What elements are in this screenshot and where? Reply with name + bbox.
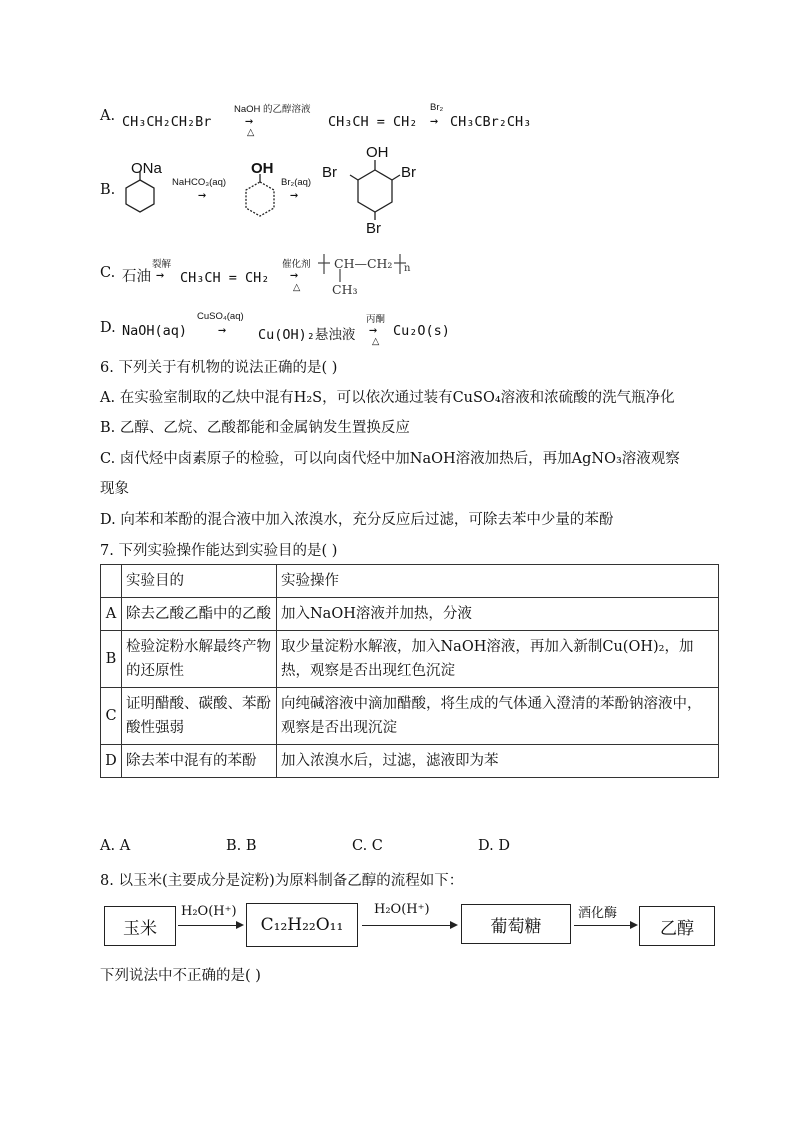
row-purpose: 证明醋酸、碳酸、苯酚酸性强弱 bbox=[122, 688, 277, 745]
flow-arrow-label-2: H₂O(H⁺) bbox=[374, 902, 430, 917]
table-row bbox=[101, 688, 719, 745]
row-label: A bbox=[101, 598, 122, 631]
option-b-product-br-bottom: Br bbox=[366, 220, 381, 237]
option-d-label: D. bbox=[100, 320, 116, 336]
arrow-icon: → bbox=[369, 322, 378, 338]
row-operation: 向纯碱溶液中滴加醋酸，将生成的气体通入澄清的苯酚钠溶液中，观察是否出现沉淀 bbox=[277, 688, 719, 745]
option-c-polymer-n: n bbox=[404, 263, 411, 274]
option-b-condition2: Br₂(aq) bbox=[281, 177, 312, 188]
arrowhead-icon bbox=[450, 921, 458, 929]
table-header-cell bbox=[101, 565, 122, 598]
option-b-product-oh: OH bbox=[366, 144, 389, 161]
table-header-operation: 实验操作 bbox=[277, 565, 719, 598]
row-operation: 加入NaOH溶液并加热，分液 bbox=[277, 598, 719, 631]
option-a-heat: △ bbox=[247, 127, 255, 138]
option-b-label: B. bbox=[100, 182, 116, 198]
q6-stem: 6. 下列关于有机物的说法正确的是( ) bbox=[100, 360, 338, 376]
option-b-product-br-left: Br bbox=[322, 164, 337, 181]
q6-option-a: A. 在实验室制取的乙炔中混有H₂S，可以依次通过装有CuSO₄溶液和浓硫酸的洗气瓶净化 bbox=[100, 390, 675, 406]
flow-arrow-label-1: H₂O(H⁺) bbox=[181, 904, 237, 919]
option-d-intermediate: Cu(OH)₂悬浊液 bbox=[258, 327, 356, 343]
row-purpose: 除去苯中混有的苯酚 bbox=[122, 745, 277, 778]
flow-box-ethanol: 乙醇 bbox=[639, 906, 715, 946]
row-purpose: 除去乙酸乙酯中的乙酸 bbox=[122, 598, 277, 631]
table-header-row bbox=[101, 565, 719, 598]
option-d-reactant: NaOH(aq) bbox=[122, 323, 188, 339]
q6-option-b: B. 乙醇、乙烷、乙酸都能和金属钠发生置换反应 bbox=[100, 420, 410, 436]
q8-stem: 8. 以玉米(主要成分是淀粉)为原料制备乙醇的流程如下： bbox=[100, 873, 464, 889]
flow-box-glucose: 葡萄糖 bbox=[461, 904, 571, 944]
arrow-icon: → bbox=[245, 113, 254, 129]
option-c-polymer-chain: CH—CH₂ bbox=[334, 256, 393, 271]
option-a-label: A. bbox=[100, 108, 116, 124]
option-d-condition1: CuSO₄(aq) bbox=[197, 311, 244, 322]
arrowhead-icon bbox=[630, 921, 638, 929]
row-label: D bbox=[101, 745, 122, 778]
option-c-condition2: 催化剂 bbox=[282, 259, 311, 270]
option-a-condition2: Br₂ bbox=[430, 102, 444, 113]
q7-choice-b: B. B bbox=[226, 838, 257, 854]
flow-box-corn: 玉米 bbox=[104, 906, 176, 946]
row-label: C bbox=[101, 688, 122, 745]
arrowhead-icon bbox=[236, 921, 244, 929]
option-a-product: CH₃CBr₂CH₃ bbox=[450, 114, 532, 130]
option-b-start-substituent: ONa bbox=[131, 160, 162, 177]
table-header-purpose: 实验目的 bbox=[122, 565, 277, 598]
option-a-reactant: CH₃CH₂CH₂Br bbox=[122, 114, 212, 130]
arrow-icon: → bbox=[156, 267, 165, 283]
q7-choice-d: D. D bbox=[478, 838, 510, 854]
arrow-icon: → bbox=[198, 187, 207, 203]
row-operation: 加入浓溴水后，过滤，滤液即为苯 bbox=[277, 745, 719, 778]
q6-option-c: C. 卤代烃中卤素原子的检验，可以向卤代烃中加NaOH溶液加热后，再加AgNO₃溶液观察 bbox=[100, 451, 680, 467]
table-row bbox=[101, 598, 719, 631]
q6-option-d: D. 向苯和苯酚的混合液中加入浓溴水，充分反应后过滤，可除去苯中少量的苯酚 bbox=[100, 512, 614, 528]
option-b-condition1: NaHCO₃(aq) bbox=[172, 177, 227, 188]
row-label: B bbox=[101, 631, 122, 688]
option-a-condition1: NaOH 的乙醇溶液 bbox=[234, 104, 311, 115]
table-row bbox=[101, 631, 719, 688]
option-c-intermediate: CH₃CH = CH₂ bbox=[180, 270, 270, 286]
arrow-icon bbox=[178, 925, 236, 926]
q6-option-c-continued: 现象 bbox=[100, 481, 129, 497]
option-c-label: C. bbox=[100, 265, 116, 281]
q7-choice-a: A. A bbox=[100, 838, 131, 854]
flow-box-disaccharide: C₁₂H₂₂O₁₁ bbox=[246, 903, 358, 947]
option-c-polymer-methyl: CH₃ bbox=[332, 282, 358, 297]
option-d-heat: △ bbox=[372, 336, 380, 347]
q7-choice-c: C. C bbox=[352, 838, 383, 854]
option-c-condition1: 裂解 bbox=[152, 259, 172, 270]
arrow-icon: → bbox=[290, 267, 299, 283]
row-operation: 取少量淀粉水解液，加入NaOH溶液，再加入新制Cu(OH)₂，加热，观察是否出现红色沉淀 bbox=[277, 631, 719, 688]
arrow-icon: → bbox=[290, 187, 299, 203]
row-purpose: 检验淀粉水解最终产物的还原性 bbox=[122, 631, 277, 688]
table-row bbox=[101, 745, 719, 778]
option-c-reactant: 石油 bbox=[122, 269, 151, 285]
arrow-icon: → bbox=[218, 322, 227, 338]
option-c-heat: △ bbox=[293, 282, 301, 293]
arrow-icon bbox=[362, 925, 450, 926]
option-a-intermediate: CH₃CH = CH₂ bbox=[328, 114, 418, 130]
arrow-icon: → bbox=[430, 113, 439, 129]
arrow-icon bbox=[574, 925, 630, 926]
option-b-product-br-right: Br bbox=[401, 164, 416, 181]
q7-stem: 7. 下列实验操作能达到实验目的是( ) bbox=[100, 543, 338, 559]
flow-arrow-label-3: 酒化酶 bbox=[578, 906, 618, 921]
q8-question: 下列说法中不正确的是( ) bbox=[100, 968, 261, 984]
option-d-product: Cu₂O(s) bbox=[393, 323, 450, 339]
option-b-mid-substituent: OH bbox=[251, 160, 274, 177]
option-d-condition2: 丙酮 bbox=[366, 314, 386, 325]
q7-table bbox=[100, 564, 719, 778]
